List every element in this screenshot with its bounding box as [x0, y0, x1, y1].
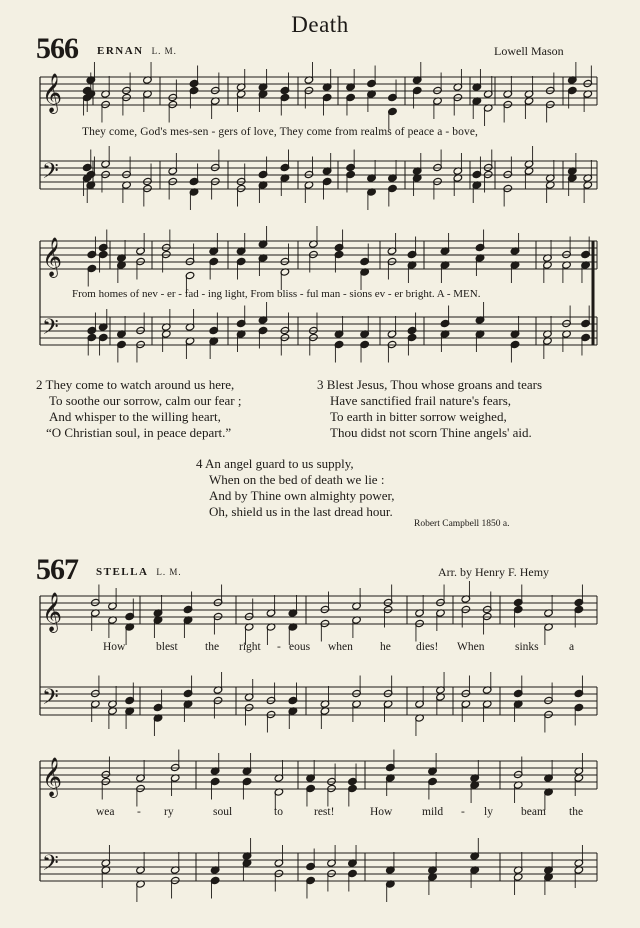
verse-line: Have sanctified frail nature's fears,: [330, 393, 512, 408]
verse-line: 3 Blest Jesus, Thou whose groans and tears: [317, 377, 543, 392]
hymn-number: 566: [36, 32, 78, 65]
lyric-syllable: soul: [213, 806, 233, 818]
meter: L. M.: [151, 46, 177, 56]
bass-clef-icon: 𝄢: [42, 159, 59, 189]
verse: [317, 377, 542, 441]
lyric-syllable: beam: [521, 806, 546, 818]
tune-name-text: ERNAN: [97, 45, 144, 57]
lyric-syllable: rest!: [314, 806, 335, 818]
hymn-number: 567: [36, 553, 78, 586]
lyrics-line: They come, God's mes-sen - gers of love, They come from realms of peace a - bove,: [82, 126, 479, 138]
verse-line: “O Christian soul, in peace depart.”: [46, 425, 232, 440]
verse-line: When on the bed of death we lie :: [209, 472, 385, 487]
verse: [196, 456, 395, 520]
lyric-syllable: eous: [289, 641, 311, 653]
lyric-syllable: right: [239, 641, 261, 653]
lyric-syllable: he: [380, 641, 391, 653]
treble-clef-icon: 𝄞: [42, 757, 63, 797]
lyric-syllable: dies!: [416, 641, 439, 653]
verse-line: To soothe our sorrow, calm our fear ;: [49, 393, 242, 408]
composer: Lowell Mason: [494, 44, 564, 58]
treble-clef-icon: 𝄞: [42, 73, 63, 113]
verse-line: 4 An angel guard to us supply,: [196, 456, 354, 471]
lyric-syllable: a: [569, 641, 575, 653]
tune-name-text: STELLA: [96, 566, 149, 578]
bass-clef-icon: 𝄢: [42, 851, 59, 881]
lyrics-line: From homes of nev - er - fad - ing light, From bliss - ful man - sions ev - er bright. A - MEN.: [72, 288, 481, 300]
lyric-syllable: wea: [96, 806, 115, 818]
lyric-syllable: the: [205, 641, 220, 653]
lyric-syllable: sinks: [515, 641, 539, 653]
lyric-syllable: -: [137, 806, 141, 818]
lyric-syllable: How: [103, 641, 126, 653]
lyric-syllable: to: [274, 806, 283, 818]
lyric-syllable: -: [461, 806, 465, 818]
composer: Arr. by Henry F. Hemy: [438, 565, 550, 579]
treble-clef-icon: 𝄞: [42, 592, 63, 632]
verse-line: And by Thine own almighty power,: [209, 488, 395, 503]
lyric-syllable: mild: [422, 806, 444, 818]
bass-clef-icon: 𝄢: [42, 685, 59, 715]
lyric-syllable: When: [457, 641, 485, 653]
bass-clef-icon: 𝄢: [42, 315, 59, 345]
verse: [36, 377, 241, 441]
lyric-syllable: How: [370, 806, 393, 818]
lyric-syllable: ry: [164, 806, 174, 818]
verse-line: And whisper to the willing heart,: [49, 409, 221, 424]
meter: L. M.: [156, 567, 182, 577]
lyric-syllable: ly: [484, 806, 493, 818]
verse-line: 2 They come to watch around us here,: [36, 377, 235, 392]
page-title: Death: [291, 12, 349, 37]
verse-line: Oh, shield us in the last dread hour.: [209, 504, 393, 519]
lyric-syllable: blest: [156, 641, 178, 653]
verse-line: To earth in bitter sorrow weighed,: [330, 409, 507, 424]
lyric-syllable: when: [328, 641, 353, 653]
tune-name: [96, 566, 182, 578]
attribution: Robert Campbell 1850 a.: [414, 519, 510, 529]
lyric-syllable: -: [277, 641, 281, 653]
lyric-syllable: the: [569, 806, 584, 818]
verse-line: Thou didst not scorn Thine angels' aid.: [330, 425, 532, 440]
treble-clef-icon: 𝄞: [42, 237, 63, 277]
